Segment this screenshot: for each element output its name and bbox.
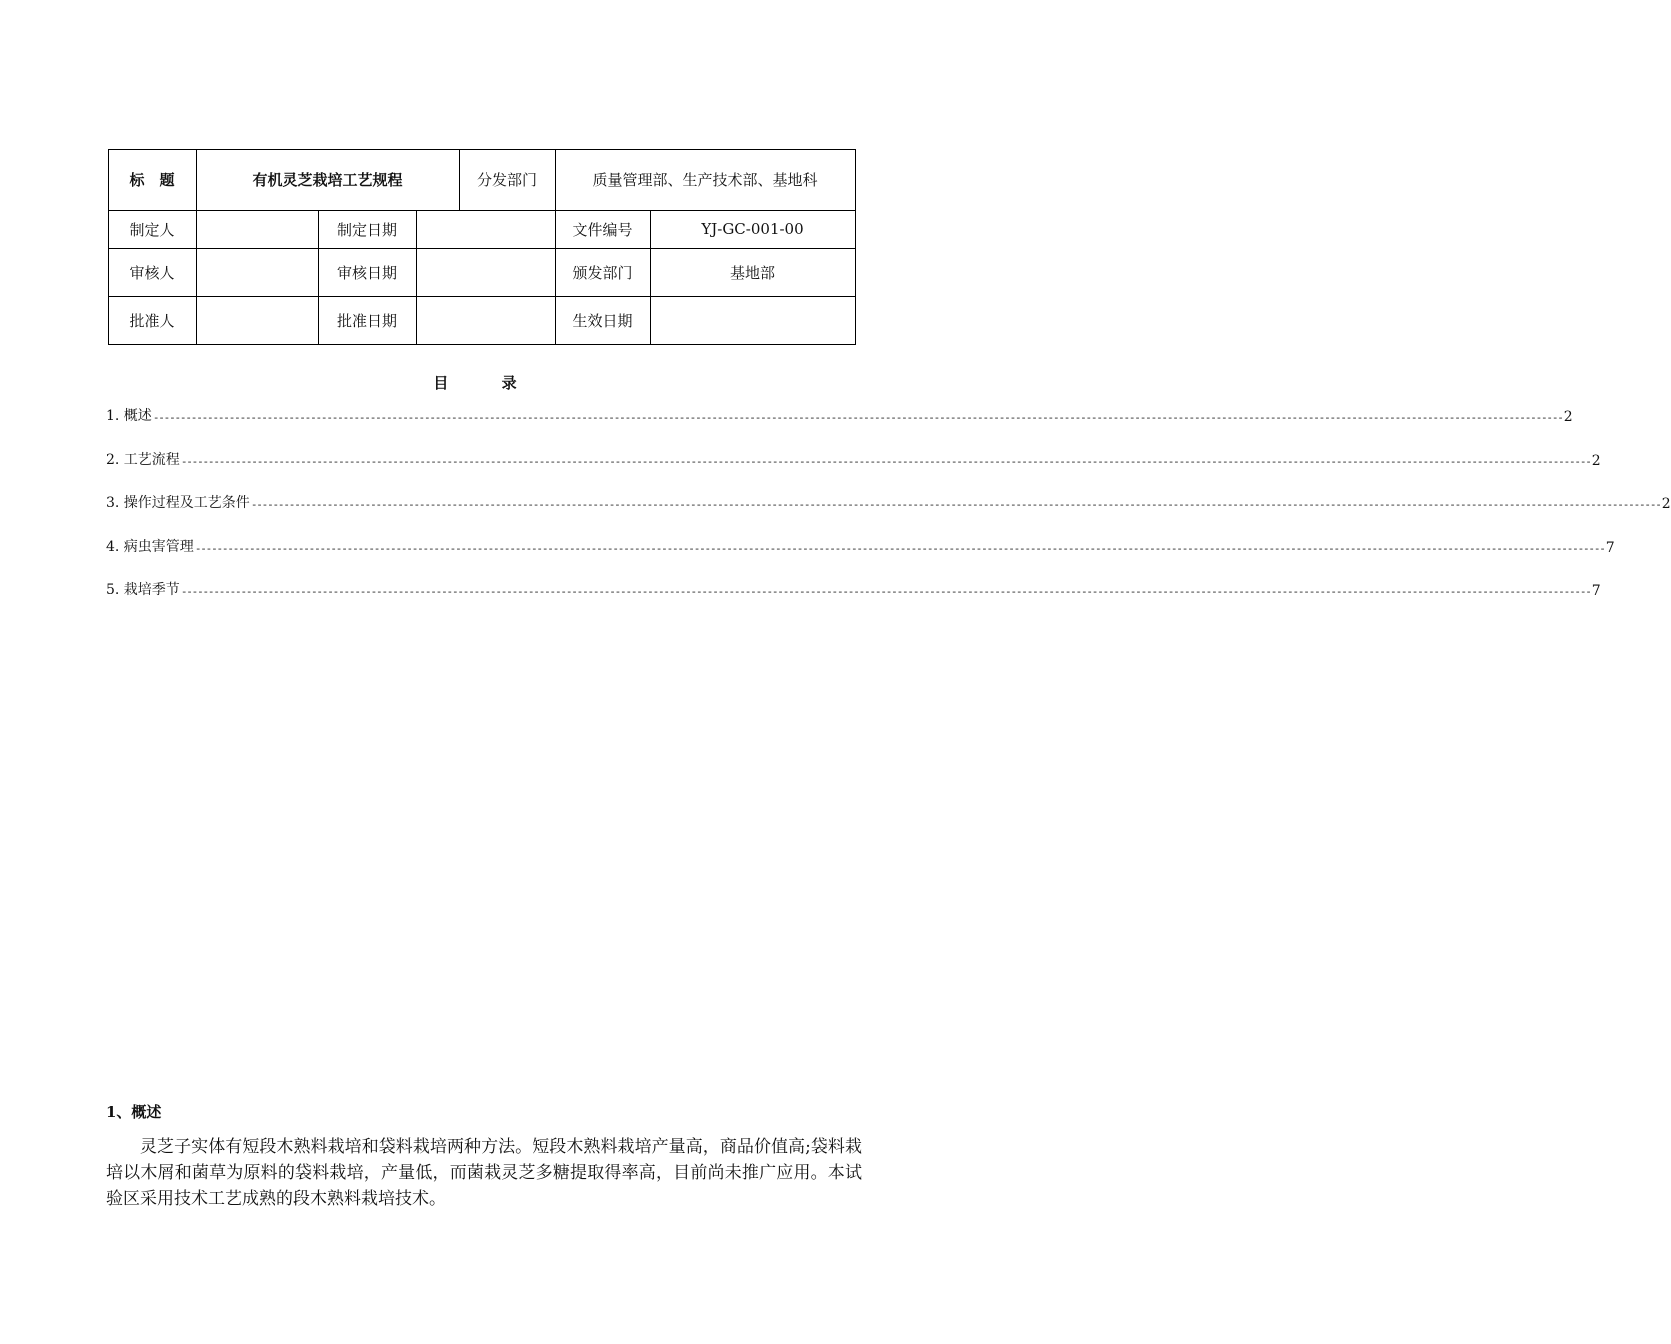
reviewer-value <box>196 248 318 296</box>
toc-leader-dots: -------------------------------------------------------------------------------------------------------------------------------------------------------------------------------------------------------------------------------------------------------------------- <box>250 498 1661 511</box>
approve-date-value <box>416 296 555 344</box>
approver-value <box>196 296 318 344</box>
issue-dept-label: 颁发部门 <box>572 263 633 282</box>
effective-date-value <box>650 296 855 344</box>
reviewer-label: 审核人 <box>129 263 175 282</box>
toc-item-page: 2 <box>1661 496 1671 512</box>
distribution-dept-value: 质量管理部、生产技术部、基地科 <box>592 171 818 189</box>
toc-item-label: 5. 栽培季节 <box>106 582 180 598</box>
toc-item-page: 2 <box>1591 453 1601 469</box>
toc-item[interactable] <box>106 449 1601 469</box>
section-heading: 1、概述 <box>106 1103 162 1121</box>
toc-leader-dots: -------------------------------------------------------------------------------------------------------------------------------------------------------------------------------------------------------------------------------------------------------------------- <box>152 411 1563 424</box>
review-date-value <box>416 248 555 296</box>
effective-date-label: 生效日期 <box>572 311 633 330</box>
distribution-dept-label: 分发部门 <box>476 171 537 189</box>
toc-title: 目 录 <box>433 374 541 392</box>
toc-item[interactable] <box>106 536 1615 556</box>
toc-item-label: 1. 概述 <box>106 408 152 424</box>
approver-label: 批准人 <box>129 311 175 330</box>
toc-item[interactable] <box>106 579 1601 599</box>
table-border-bottom <box>108 344 856 345</box>
toc-item[interactable] <box>106 492 1671 512</box>
maker-value <box>196 210 318 248</box>
toc-item-label: 4. 病虫害管理 <box>106 539 194 555</box>
review-date-label: 审核日期 <box>336 263 397 282</box>
toc-item-label: 3. 操作过程及工艺条件 <box>106 495 250 511</box>
file-number-value: YJ-GC-001-00 <box>701 220 804 238</box>
toc-leader-dots: -------------------------------------------------------------------------------------------------------------------------------------------------------------------------------------------------------------------------------------------------------------------- <box>180 585 1591 598</box>
maker-label: 制定人 <box>129 220 175 239</box>
make-date-value <box>416 210 555 248</box>
issue-dept-value: 基地部 <box>729 263 775 282</box>
toc-item-label: 2. 工艺流程 <box>106 452 180 468</box>
table-border-right <box>855 149 856 345</box>
toc-leader-dots: -------------------------------------------------------------------------------------------------------------------------------------------------------------------------------------------------------------------------------------------------------------------- <box>180 455 1591 468</box>
toc-item[interactable] <box>106 405 1573 425</box>
toc-leader-dots: -------------------------------------------------------------------------------------------------------------------------------------------------------------------------------------------------------------------------------------------------------------------- <box>194 542 1605 555</box>
toc-item-page: 7 <box>1591 583 1601 599</box>
title-value: 有机灵芝栽培工艺规程 <box>252 171 403 189</box>
file-number-label: 文件编号 <box>572 220 633 239</box>
toc-item-page: 2 <box>1563 409 1573 425</box>
section-paragraph: 灵芝子实体有短段木熟料栽培和袋料栽培两种方法。短段木熟料栽培产量高，商品价值高;袋料栽培以木屑和菌草为原料的袋料栽培，产量低，而菌栽灵芝多糖提取得率高，目前尚未推广应用。本试验区采用技术工艺成熟的段木熟料栽培技术。 <box>106 1137 862 1209</box>
toc-item-page: 7 <box>1605 540 1615 556</box>
title-label: 标 题 <box>129 171 175 189</box>
make-date-label: 制定日期 <box>336 220 397 239</box>
approve-date-label: 批准日期 <box>336 311 397 330</box>
